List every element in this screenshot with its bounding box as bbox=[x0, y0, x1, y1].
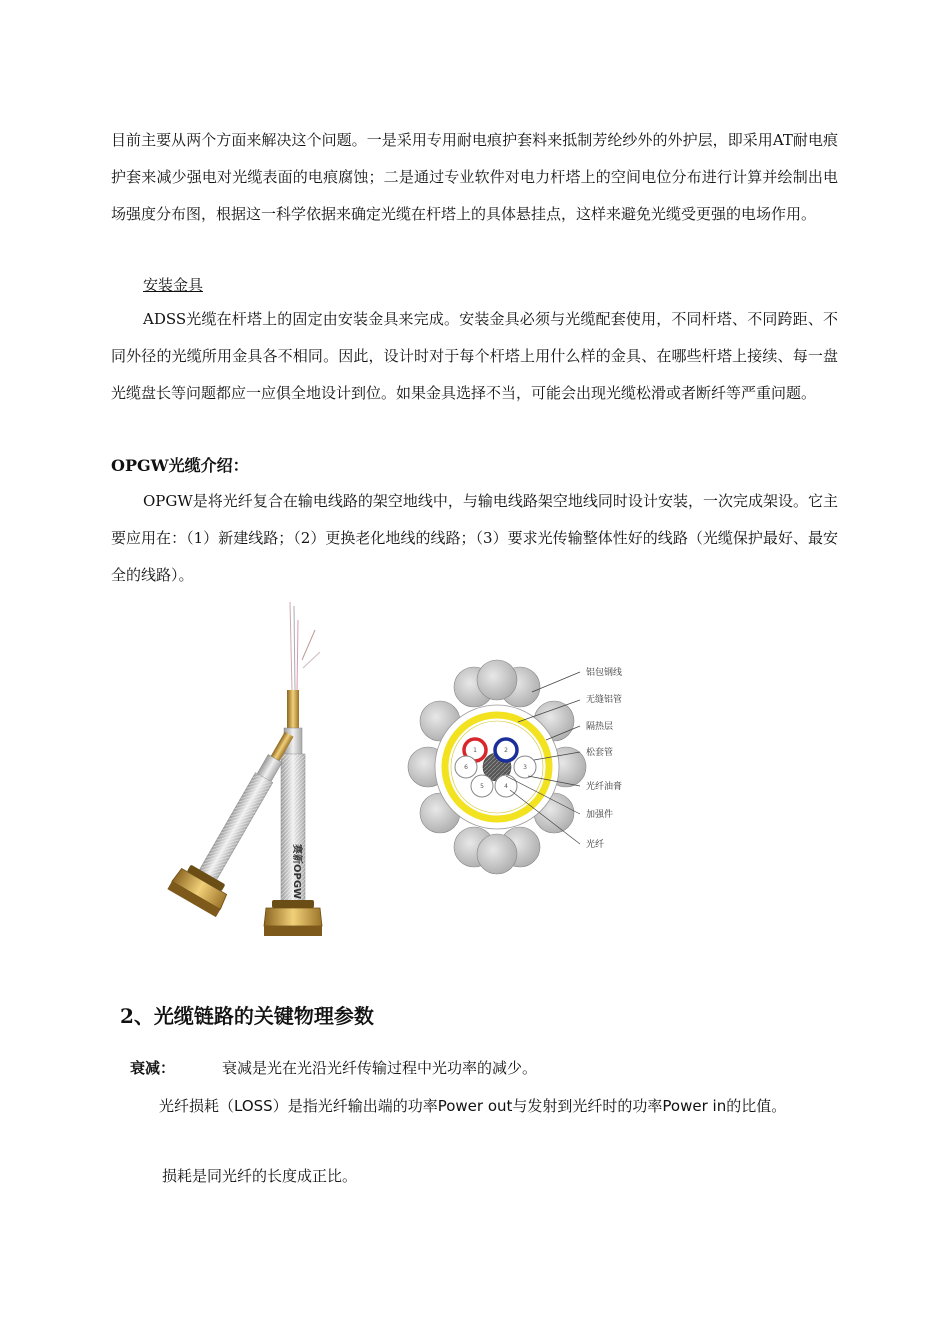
opgw-cable-upright bbox=[264, 690, 322, 936]
label-al-clad-steel: 铝包钢线 bbox=[586, 668, 623, 678]
tube-mark: 4 bbox=[504, 783, 508, 790]
term-attenuation: 衰减： bbox=[130, 1059, 176, 1077]
paragraph-fiber-loss bbox=[159, 1088, 839, 1125]
loss-term: LOSS bbox=[234, 1097, 273, 1115]
fiber-strands bbox=[290, 602, 320, 692]
loss-text: 的比值。 bbox=[726, 1097, 787, 1115]
paragraph-adss-fittings: ADSS光缆在杆塔上的固定由安装金具来完成。安装金具必须与光缆配套使用，不同杆塔、不同跨距、不同外径的光缆所用金具各不相同。因此，设计时对于每个杆塔上用什么样的金具、在哪些杆塔上接续、每一盘光缆盘长等问题都应一应俱全地设计到位。如果金具选择不当，可能会出现光缆松滑或者断纤等严重问题。 bbox=[111, 310, 838, 402]
paragraph-arc-solutions: 目前主要从两个方面来解决这个问题。一是采用专用耐电痕护套料来抵制芳纶纱外的外护层，即采用AT耐电痕护套来减少强电对光缆表面的电痕腐蚀；二是通过专业软件对电力杆塔上的空间电位分布进行计算并绘制出电场强度分布图，根据这一科学依据来确定光缆在杆塔上的具体悬挂点，这样来避免光缆受更强的电场作用。 bbox=[111, 131, 838, 223]
loss-text: 光纤损耗（ bbox=[159, 1097, 235, 1115]
label-optical-fiber: 光纤 bbox=[586, 840, 605, 850]
term-attenuation-definition: 衰减是光在光沿光纤传输过程中光功率的减少。 bbox=[222, 1059, 538, 1077]
tube-mark: 3 bbox=[523, 764, 527, 771]
opgw-cross-section bbox=[408, 660, 586, 874]
opgw-figure bbox=[140, 600, 660, 954]
subheading-fittings: 安装金具 bbox=[143, 276, 204, 294]
tube-mark: 5 bbox=[480, 783, 484, 790]
loss-text: 与发射到光纤时的功率 bbox=[512, 1097, 663, 1115]
opgw-illustration bbox=[140, 600, 660, 950]
paragraph-loss-length: 损耗是同光纤的长度成正比。 bbox=[162, 1167, 358, 1185]
heading-opgw-intro: OPGW光缆介绍： bbox=[111, 456, 249, 475]
label-thermal-layer: 隔热层 bbox=[586, 722, 614, 732]
loss-text: ）是指光纤输出端的功率 bbox=[272, 1097, 438, 1115]
label-fiber-gel: 光纤油膏 bbox=[586, 782, 623, 792]
tube-mark: 6 bbox=[464, 764, 468, 771]
power-in-term: Power in bbox=[662, 1097, 727, 1115]
cable-brand-label: 赛新OPGW bbox=[291, 844, 302, 900]
tube-mark: 1 bbox=[473, 747, 477, 754]
paragraph-opgw: OPGW是将光纤复合在输电线路的架空地线中，与输电线路架空地线同时设计安装，一次完成架设。它主要应用在：（1）新建线路；（2）更换老化地线的线路；（3）要求光传输整体性好的线路（光缆保护最好、最安全的线路）。 bbox=[111, 492, 838, 584]
power-out-term: Power out bbox=[437, 1097, 513, 1115]
heading-section-2: 2、光缆链路的关键物理参数 bbox=[120, 1004, 374, 1028]
label-strength-member: 加强件 bbox=[586, 810, 614, 820]
tube-mark: 2 bbox=[504, 747, 508, 754]
label-loose-tube: 松套管 bbox=[586, 748, 614, 758]
label-seamless-al-tube: 无缝铝管 bbox=[586, 695, 623, 705]
